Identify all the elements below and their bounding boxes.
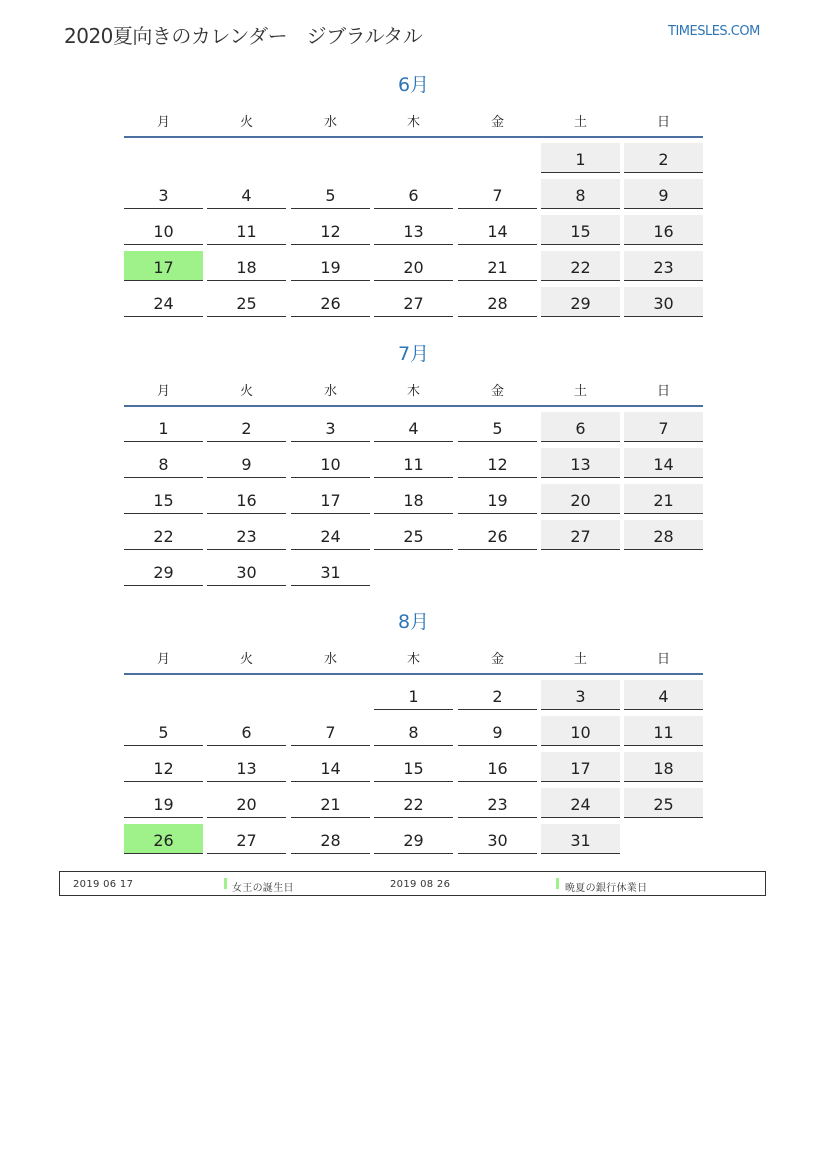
weekday-header-divider <box>124 136 703 138</box>
day-cell: 1 <box>374 680 453 710</box>
day-cell: 25 <box>374 520 453 550</box>
day-cell: 15 <box>124 484 203 514</box>
day-cell: 21 <box>458 251 537 281</box>
day-cell: 20 <box>541 484 620 514</box>
day-cell: 19 <box>291 251 370 281</box>
day-cell: 17 <box>124 251 203 281</box>
day-cell: 10 <box>291 448 370 478</box>
day-cell: 15 <box>374 752 453 782</box>
weekday-label: 月 <box>156 384 170 399</box>
weekday-label: 金 <box>490 384 504 399</box>
day-cell: 18 <box>624 752 703 782</box>
day-cell: 28 <box>624 520 703 550</box>
weekday-label: 木 <box>406 384 420 399</box>
holiday-legend <box>59 871 766 896</box>
day-cell: 3 <box>124 179 203 209</box>
day-cell: 8 <box>124 448 203 478</box>
day-cell: 31 <box>291 556 370 586</box>
day-cell: 4 <box>374 412 453 442</box>
day-cell: 22 <box>541 251 620 281</box>
day-cell: 5 <box>458 412 537 442</box>
day-cell: 30 <box>458 824 537 854</box>
day-cell: 28 <box>291 824 370 854</box>
day-cell: 27 <box>374 287 453 317</box>
day-cell: 19 <box>458 484 537 514</box>
legend-date: 2019 06 17 <box>73 879 134 890</box>
day-cell: 6 <box>207 716 286 746</box>
day-cell: 2 <box>207 412 286 442</box>
day-cell: 7 <box>291 716 370 746</box>
day-cell: 23 <box>207 520 286 550</box>
day-cell: 10 <box>124 215 203 245</box>
day-cell: 14 <box>624 448 703 478</box>
day-cell: 27 <box>207 824 286 854</box>
day-cell: 11 <box>624 716 703 746</box>
weekday-label: 火 <box>239 115 253 130</box>
day-cell: 12 <box>291 215 370 245</box>
legend-holiday-name: 晩夏の銀行休業日 <box>565 883 648 894</box>
day-cell: 22 <box>374 788 453 818</box>
day-cell: 13 <box>374 215 453 245</box>
weekday-label: 日 <box>656 384 670 399</box>
day-cell: 18 <box>374 484 453 514</box>
weekday-label: 火 <box>239 652 253 667</box>
day-cell: 13 <box>207 752 286 782</box>
weekday-header-divider <box>124 673 703 675</box>
day-cell: 20 <box>374 251 453 281</box>
weekday-label: 月 <box>156 652 170 667</box>
day-cell: 11 <box>207 215 286 245</box>
day-cell: 28 <box>458 287 537 317</box>
weekday-label: 水 <box>323 384 337 399</box>
day-cell: 18 <box>207 251 286 281</box>
day-cell: 23 <box>458 788 537 818</box>
day-cell: 9 <box>624 179 703 209</box>
weekday-label: 日 <box>656 652 670 667</box>
weekday-label: 土 <box>573 652 587 667</box>
day-cell: 10 <box>541 716 620 746</box>
day-cell: 13 <box>541 448 620 478</box>
day-cell: 25 <box>624 788 703 818</box>
weekday-label: 月 <box>156 115 170 130</box>
day-cell: 5 <box>291 179 370 209</box>
day-cell: 24 <box>291 520 370 550</box>
day-cell: 21 <box>291 788 370 818</box>
day-cell: 9 <box>207 448 286 478</box>
day-cell: 17 <box>541 752 620 782</box>
day-cell: 12 <box>458 448 537 478</box>
day-cell: 12 <box>124 752 203 782</box>
day-cell: 30 <box>207 556 286 586</box>
weekday-label: 金 <box>490 115 504 130</box>
day-cell: 26 <box>458 520 537 550</box>
day-cell: 16 <box>207 484 286 514</box>
day-cell: 16 <box>458 752 537 782</box>
day-cell: 4 <box>207 179 286 209</box>
holiday-color-swatch <box>224 878 227 889</box>
weekday-label: 土 <box>573 384 587 399</box>
weekday-label: 日 <box>656 115 670 130</box>
weekday-label: 水 <box>323 115 337 130</box>
page-title: 2020夏向きのカレンダー ジブラルタル <box>64 24 423 48</box>
weekday-label: 水 <box>323 652 337 667</box>
day-cell: 22 <box>124 520 203 550</box>
day-cell: 26 <box>291 287 370 317</box>
day-cell: 27 <box>541 520 620 550</box>
month-title: 6月 <box>397 74 430 96</box>
legend-holiday-name: 女王の誕生日 <box>232 883 294 894</box>
day-cell: 17 <box>291 484 370 514</box>
weekday-label: 木 <box>406 115 420 130</box>
day-cell: 29 <box>124 556 203 586</box>
day-cell: 24 <box>541 788 620 818</box>
weekday-label: 木 <box>406 652 420 667</box>
day-cell: 19 <box>124 788 203 818</box>
weekday-label: 火 <box>239 384 253 399</box>
day-cell: 3 <box>291 412 370 442</box>
day-cell: 1 <box>124 412 203 442</box>
month-title: 7月 <box>397 343 430 365</box>
day-cell: 4 <box>624 680 703 710</box>
day-cell: 16 <box>624 215 703 245</box>
month-title: 8月 <box>397 611 430 633</box>
day-cell: 3 <box>541 680 620 710</box>
day-cell: 20 <box>207 788 286 818</box>
day-cell: 9 <box>458 716 537 746</box>
day-cell: 6 <box>541 412 620 442</box>
day-cell: 2 <box>624 143 703 173</box>
day-cell: 30 <box>624 287 703 317</box>
weekday-label: 金 <box>490 652 504 667</box>
day-cell: 8 <box>541 179 620 209</box>
day-cell: 29 <box>541 287 620 317</box>
day-cell: 23 <box>624 251 703 281</box>
weekday-header-divider <box>124 405 703 407</box>
day-cell: 8 <box>374 716 453 746</box>
weekday-label: 土 <box>573 115 587 130</box>
day-cell: 1 <box>541 143 620 173</box>
day-cell: 24 <box>124 287 203 317</box>
day-cell: 11 <box>374 448 453 478</box>
holiday-color-swatch <box>556 878 559 889</box>
day-cell: 29 <box>374 824 453 854</box>
day-cell: 7 <box>624 412 703 442</box>
day-cell: 14 <box>458 215 537 245</box>
day-cell: 14 <box>291 752 370 782</box>
legend-date: 2019 08 26 <box>390 879 451 890</box>
day-cell: 6 <box>374 179 453 209</box>
day-cell: 25 <box>207 287 286 317</box>
day-cell: 2 <box>458 680 537 710</box>
day-cell: 31 <box>541 824 620 854</box>
day-cell: 21 <box>624 484 703 514</box>
day-cell: 5 <box>124 716 203 746</box>
brand-link[interactable]: TIMESLES.COM <box>668 24 760 39</box>
day-cell: 15 <box>541 215 620 245</box>
day-cell: 7 <box>458 179 537 209</box>
day-cell: 26 <box>124 824 203 854</box>
